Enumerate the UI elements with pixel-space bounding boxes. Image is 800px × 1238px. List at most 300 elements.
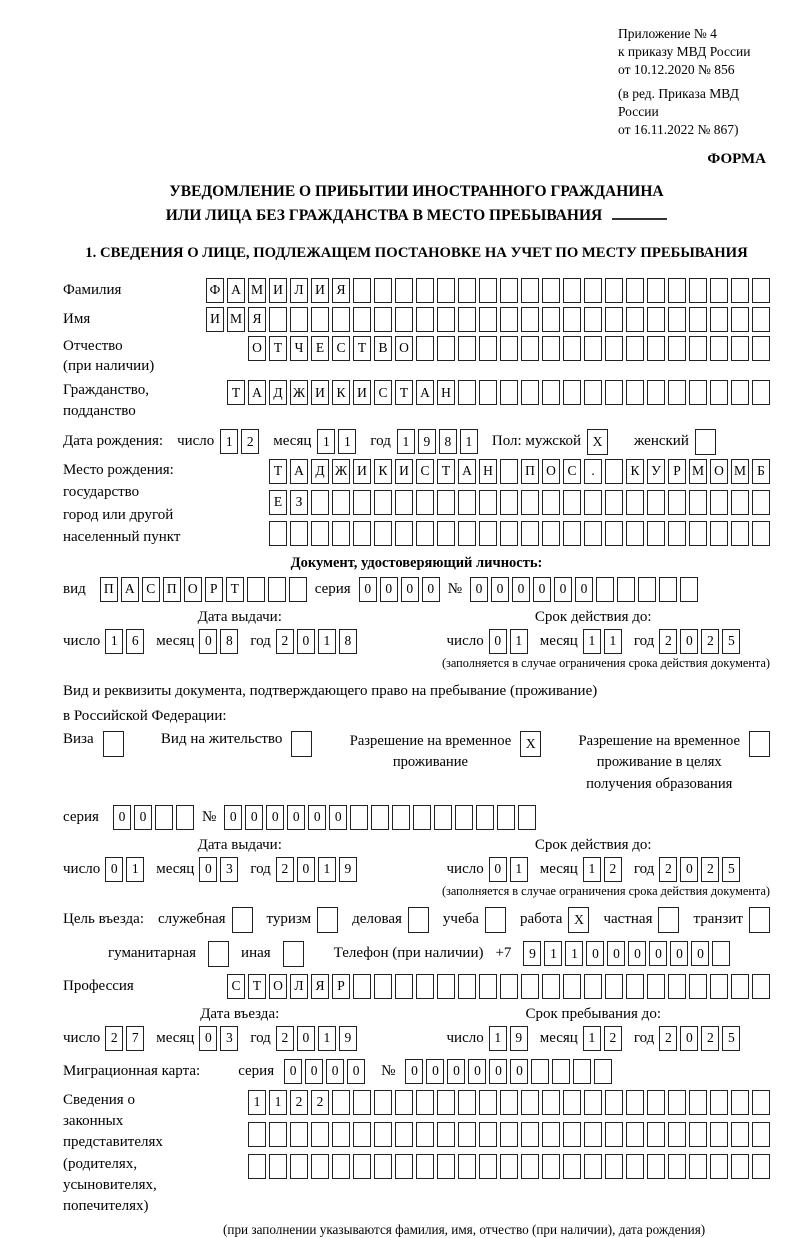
representatives-char-box[interactable] bbox=[752, 1154, 770, 1179]
resdoc-number-box[interactable] bbox=[497, 805, 515, 830]
resdoc-number-box[interactable]: 0 bbox=[224, 805, 242, 830]
citizenship-char-box[interactable]: Т bbox=[395, 380, 413, 405]
iddoc-issue-year-box[interactable]: 1 bbox=[318, 629, 336, 654]
surname-char-box[interactable] bbox=[731, 278, 749, 303]
representatives-char-box[interactable] bbox=[416, 1122, 434, 1147]
iddoc-issue-day-box[interactable]: 6 bbox=[126, 629, 144, 654]
representatives-char-box[interactable] bbox=[353, 1154, 371, 1179]
birthdate-day-box[interactable]: 2 bbox=[241, 429, 259, 454]
iddoc-validity-year-box[interactable]: 2 bbox=[701, 629, 719, 654]
birthplace-char-box[interactable] bbox=[605, 490, 623, 515]
name-char-box[interactable] bbox=[332, 307, 350, 332]
resdoc-validity-year-box[interactable]: 5 bbox=[722, 857, 740, 882]
name-char-box[interactable] bbox=[605, 307, 623, 332]
birthplace-char-box[interactable] bbox=[584, 490, 602, 515]
patronymic-char-box[interactable]: Ч bbox=[290, 336, 308, 361]
stay-year-box[interactable]: 0 bbox=[680, 1026, 698, 1051]
iddoc-kind-char-box[interactable]: А bbox=[121, 577, 139, 602]
iddoc-kind-char-box[interactable] bbox=[268, 577, 286, 602]
representatives-char-box[interactable] bbox=[437, 1154, 455, 1179]
resdoc-issue-day-box[interactable]: 0 bbox=[105, 857, 123, 882]
name-char-box[interactable] bbox=[437, 307, 455, 332]
representatives-char-box[interactable] bbox=[416, 1154, 434, 1179]
resdoc-series-box[interactable]: 0 bbox=[134, 805, 152, 830]
phone-digit-box[interactable]: 1 bbox=[544, 941, 562, 966]
migration-card-number-box[interactable]: 0 bbox=[426, 1059, 444, 1084]
entry-year-box[interactable]: 0 bbox=[297, 1026, 315, 1051]
migration-card-series-box[interactable]: 0 bbox=[326, 1059, 344, 1084]
surname-char-box[interactable] bbox=[647, 278, 665, 303]
migration-card-number-box[interactable]: 0 bbox=[468, 1059, 486, 1084]
citizenship-char-box[interactable] bbox=[563, 380, 581, 405]
resdoc-validity-month-box[interactable]: 1 bbox=[583, 857, 601, 882]
iddoc-validity-month-box[interactable]: 1 bbox=[604, 629, 622, 654]
iddoc-kind-char-box[interactable]: С bbox=[142, 577, 160, 602]
profession-char-box[interactable] bbox=[374, 974, 392, 999]
surname-char-box[interactable] bbox=[479, 278, 497, 303]
citizenship-char-box[interactable] bbox=[668, 380, 686, 405]
resdoc-validity-day-box[interactable]: 1 bbox=[510, 857, 528, 882]
patronymic-char-box[interactable] bbox=[563, 336, 581, 361]
citizenship-char-box[interactable] bbox=[689, 380, 707, 405]
resdoc-number-box[interactable]: 0 bbox=[308, 805, 326, 830]
birthplace-char-box[interactable]: М bbox=[689, 459, 707, 484]
iddoc-issue-month-box[interactable]: 8 bbox=[220, 629, 238, 654]
birthplace-char-box[interactable]: У bbox=[647, 459, 665, 484]
birthplace-char-box[interactable] bbox=[437, 490, 455, 515]
profession-char-box[interactable] bbox=[479, 974, 497, 999]
visa-checkbox[interactable] bbox=[103, 731, 124, 757]
citizenship-char-box[interactable]: И bbox=[353, 380, 371, 405]
representatives-char-box[interactable] bbox=[332, 1122, 350, 1147]
representatives-char-box[interactable] bbox=[500, 1090, 518, 1115]
birthplace-char-box[interactable]: Е bbox=[269, 490, 287, 515]
citizenship-char-box[interactable] bbox=[626, 380, 644, 405]
iddoc-kind-char-box[interactable]: Р bbox=[205, 577, 223, 602]
birthplace-char-box[interactable] bbox=[353, 521, 371, 546]
patronymic-char-box[interactable] bbox=[542, 336, 560, 361]
representatives-char-box[interactable] bbox=[416, 1090, 434, 1115]
birthplace-char-box[interactable] bbox=[710, 490, 728, 515]
citizenship-char-box[interactable] bbox=[479, 380, 497, 405]
name-char-box[interactable] bbox=[269, 307, 287, 332]
resdoc-issue-month-box[interactable]: 3 bbox=[220, 857, 238, 882]
patronymic-char-box[interactable] bbox=[752, 336, 770, 361]
representatives-char-box[interactable] bbox=[731, 1090, 749, 1115]
name-char-box[interactable] bbox=[689, 307, 707, 332]
name-char-box[interactable]: Я bbox=[248, 307, 266, 332]
representatives-char-box[interactable] bbox=[479, 1154, 497, 1179]
citizenship-char-box[interactable] bbox=[710, 380, 728, 405]
representatives-char-box[interactable] bbox=[689, 1090, 707, 1115]
iddoc-issue-month-box[interactable]: 0 bbox=[199, 629, 217, 654]
entry-month-box[interactable]: 3 bbox=[220, 1026, 238, 1051]
representatives-char-box[interactable] bbox=[269, 1122, 287, 1147]
citizenship-char-box[interactable] bbox=[647, 380, 665, 405]
iddoc-validity-day-box[interactable]: 0 bbox=[489, 629, 507, 654]
representatives-char-box[interactable] bbox=[437, 1090, 455, 1115]
surname-char-box[interactable] bbox=[521, 278, 539, 303]
birthplace-char-box[interactable]: Н bbox=[479, 459, 497, 484]
citizenship-char-box[interactable] bbox=[605, 380, 623, 405]
representatives-char-box[interactable] bbox=[752, 1122, 770, 1147]
birthdate-year-box[interactable]: 1 bbox=[460, 429, 478, 454]
stay-year-box[interactable]: 2 bbox=[659, 1026, 677, 1051]
birthplace-char-box[interactable] bbox=[668, 490, 686, 515]
representatives-char-box[interactable] bbox=[311, 1154, 329, 1179]
sex-female-checkbox[interactable] bbox=[695, 429, 716, 455]
iddoc-issue-year-box[interactable]: 2 bbox=[276, 629, 294, 654]
patronymic-char-box[interactable] bbox=[689, 336, 707, 361]
citizenship-char-box[interactable]: А bbox=[416, 380, 434, 405]
birthplace-char-box[interactable] bbox=[731, 521, 749, 546]
surname-char-box[interactable] bbox=[626, 278, 644, 303]
resdoc-validity-year-box[interactable]: 0 bbox=[680, 857, 698, 882]
migration-card-number-box[interactable]: 0 bbox=[510, 1059, 528, 1084]
phone-digit-box[interactable]: 9 bbox=[523, 941, 541, 966]
patronymic-char-box[interactable] bbox=[584, 336, 602, 361]
citizenship-char-box[interactable] bbox=[542, 380, 560, 405]
profession-char-box[interactable] bbox=[542, 974, 560, 999]
surname-char-box[interactable]: Л bbox=[290, 278, 308, 303]
birthplace-char-box[interactable]: А bbox=[290, 459, 308, 484]
citizenship-char-box[interactable] bbox=[584, 380, 602, 405]
phone-digit-box[interactable]: 0 bbox=[691, 941, 709, 966]
stay-year-box[interactable]: 5 bbox=[722, 1026, 740, 1051]
iddoc-validity-month-box[interactable]: 1 bbox=[583, 629, 601, 654]
patronymic-char-box[interactable]: В bbox=[374, 336, 392, 361]
resdoc-issue-day-box[interactable]: 1 bbox=[126, 857, 144, 882]
representatives-char-box[interactable] bbox=[584, 1154, 602, 1179]
representatives-char-box[interactable] bbox=[563, 1122, 581, 1147]
iddoc-number-box[interactable] bbox=[638, 577, 656, 602]
birthplace-char-box[interactable] bbox=[752, 521, 770, 546]
name-char-box[interactable] bbox=[563, 307, 581, 332]
representatives-char-box[interactable] bbox=[626, 1090, 644, 1115]
resdoc-number-box[interactable]: 0 bbox=[329, 805, 347, 830]
patronymic-char-box[interactable] bbox=[437, 336, 455, 361]
representatives-char-box[interactable] bbox=[458, 1090, 476, 1115]
iddoc-number-box[interactable] bbox=[659, 577, 677, 602]
representatives-char-box[interactable] bbox=[248, 1122, 266, 1147]
birthplace-char-box[interactable] bbox=[542, 521, 560, 546]
profession-char-box[interactable]: Л bbox=[290, 974, 308, 999]
representatives-char-box[interactable] bbox=[374, 1090, 392, 1115]
migration-card-number-box[interactable] bbox=[594, 1059, 612, 1084]
iddoc-number-box[interactable]: 0 bbox=[491, 577, 509, 602]
patronymic-char-box[interactable] bbox=[668, 336, 686, 361]
resdoc-number-box[interactable] bbox=[434, 805, 452, 830]
representatives-char-box[interactable] bbox=[668, 1122, 686, 1147]
migration-card-number-box[interactable]: 0 bbox=[447, 1059, 465, 1084]
representatives-char-box[interactable] bbox=[290, 1154, 308, 1179]
citizenship-char-box[interactable]: И bbox=[311, 380, 329, 405]
representatives-char-box[interactable] bbox=[647, 1122, 665, 1147]
representatives-char-box[interactable] bbox=[605, 1122, 623, 1147]
surname-char-box[interactable] bbox=[458, 278, 476, 303]
representatives-char-box[interactable]: 2 bbox=[290, 1090, 308, 1115]
name-char-box[interactable] bbox=[626, 307, 644, 332]
patronymic-char-box[interactable]: О bbox=[395, 336, 413, 361]
profession-char-box[interactable] bbox=[752, 974, 770, 999]
birthplace-char-box[interactable]: С bbox=[416, 459, 434, 484]
surname-char-box[interactable]: Я bbox=[332, 278, 350, 303]
representatives-char-box[interactable]: 1 bbox=[269, 1090, 287, 1115]
profession-char-box[interactable] bbox=[647, 974, 665, 999]
birthplace-char-box[interactable]: Т bbox=[437, 459, 455, 484]
birthplace-char-box[interactable] bbox=[395, 521, 413, 546]
phone-digit-box[interactable] bbox=[712, 941, 730, 966]
birthplace-char-box[interactable] bbox=[605, 459, 623, 484]
birthplace-char-box[interactable] bbox=[479, 490, 497, 515]
representatives-char-box[interactable] bbox=[248, 1154, 266, 1179]
citizenship-char-box[interactable] bbox=[458, 380, 476, 405]
birthplace-char-box[interactable]: И bbox=[395, 459, 413, 484]
name-char-box[interactable] bbox=[479, 307, 497, 332]
representatives-char-box[interactable] bbox=[668, 1090, 686, 1115]
sex-male-checkbox[interactable]: X bbox=[587, 429, 608, 455]
surname-char-box[interactable] bbox=[752, 278, 770, 303]
resdoc-number-box[interactable]: 0 bbox=[245, 805, 263, 830]
patronymic-char-box[interactable] bbox=[500, 336, 518, 361]
name-char-box[interactable] bbox=[542, 307, 560, 332]
entry-year-box[interactable]: 2 bbox=[276, 1026, 294, 1051]
representatives-char-box[interactable] bbox=[353, 1090, 371, 1115]
representatives-char-box[interactable] bbox=[626, 1122, 644, 1147]
citizenship-char-box[interactable]: Т bbox=[227, 380, 245, 405]
patronymic-char-box[interactable]: О bbox=[248, 336, 266, 361]
phone-digit-box[interactable]: 0 bbox=[586, 941, 604, 966]
title-blank-underline[interactable] bbox=[612, 206, 667, 220]
representatives-char-box[interactable] bbox=[500, 1154, 518, 1179]
birthdate-year-box[interactable]: 1 bbox=[397, 429, 415, 454]
purpose-work-checkbox[interactable]: X bbox=[568, 907, 589, 933]
birthplace-char-box[interactable] bbox=[332, 521, 350, 546]
profession-char-box[interactable]: Я bbox=[311, 974, 329, 999]
birthplace-char-box[interactable] bbox=[500, 521, 518, 546]
entry-year-box[interactable]: 9 bbox=[339, 1026, 357, 1051]
representatives-char-box[interactable] bbox=[710, 1122, 728, 1147]
representatives-char-box[interactable] bbox=[605, 1154, 623, 1179]
iddoc-number-box[interactable]: 0 bbox=[470, 577, 488, 602]
representatives-char-box[interactable] bbox=[269, 1154, 287, 1179]
birthdate-month-box[interactable]: 1 bbox=[317, 429, 335, 454]
patronymic-char-box[interactable]: Т bbox=[353, 336, 371, 361]
entry-day-box[interactable]: 7 bbox=[126, 1026, 144, 1051]
representatives-char-box[interactable] bbox=[647, 1090, 665, 1115]
birthplace-char-box[interactable]: . bbox=[584, 459, 602, 484]
birthplace-char-box[interactable] bbox=[353, 490, 371, 515]
birthplace-char-box[interactable]: Ж bbox=[332, 459, 350, 484]
representatives-char-box[interactable] bbox=[290, 1122, 308, 1147]
birthplace-char-box[interactable]: М bbox=[731, 459, 749, 484]
purpose-business-checkbox[interactable] bbox=[408, 907, 429, 933]
representatives-char-box[interactable] bbox=[395, 1154, 413, 1179]
representatives-char-box[interactable] bbox=[542, 1154, 560, 1179]
citizenship-char-box[interactable]: С bbox=[374, 380, 392, 405]
profession-char-box[interactable] bbox=[668, 974, 686, 999]
representatives-char-box[interactable] bbox=[521, 1122, 539, 1147]
profession-char-box[interactable] bbox=[584, 974, 602, 999]
temp-permit-checkbox[interactable]: X bbox=[520, 731, 541, 757]
surname-char-box[interactable] bbox=[374, 278, 392, 303]
resdoc-issue-year-box[interactable]: 2 bbox=[276, 857, 294, 882]
birthplace-char-box[interactable] bbox=[731, 490, 749, 515]
stay-month-box[interactable]: 2 bbox=[604, 1026, 622, 1051]
profession-char-box[interactable]: Т bbox=[248, 974, 266, 999]
birthdate-month-box[interactable]: 1 bbox=[338, 429, 356, 454]
resdoc-validity-month-box[interactable]: 2 bbox=[604, 857, 622, 882]
birthplace-char-box[interactable] bbox=[584, 521, 602, 546]
surname-char-box[interactable] bbox=[605, 278, 623, 303]
representatives-char-box[interactable] bbox=[752, 1090, 770, 1115]
birthplace-char-box[interactable] bbox=[374, 490, 392, 515]
birthplace-char-box[interactable]: А bbox=[458, 459, 476, 484]
phone-digit-box[interactable]: 1 bbox=[565, 941, 583, 966]
representatives-char-box[interactable] bbox=[500, 1122, 518, 1147]
patronymic-char-box[interactable]: С bbox=[332, 336, 350, 361]
iddoc-series-box[interactable]: 0 bbox=[401, 577, 419, 602]
profession-char-box[interactable] bbox=[605, 974, 623, 999]
birthplace-char-box[interactable]: К bbox=[626, 459, 644, 484]
birthplace-char-box[interactable]: З bbox=[290, 490, 308, 515]
iddoc-kind-char-box[interactable]: Т bbox=[226, 577, 244, 602]
resdoc-number-box[interactable]: 0 bbox=[266, 805, 284, 830]
purpose-study-checkbox[interactable] bbox=[485, 907, 506, 933]
birthplace-char-box[interactable] bbox=[710, 521, 728, 546]
birthplace-char-box[interactable] bbox=[563, 490, 581, 515]
birthplace-char-box[interactable] bbox=[500, 459, 518, 484]
citizenship-char-box[interactable] bbox=[500, 380, 518, 405]
citizenship-char-box[interactable]: К bbox=[332, 380, 350, 405]
iddoc-number-box[interactable] bbox=[596, 577, 614, 602]
representatives-char-box[interactable] bbox=[647, 1154, 665, 1179]
representatives-char-box[interactable] bbox=[458, 1154, 476, 1179]
resdoc-number-box[interactable] bbox=[350, 805, 368, 830]
birthplace-char-box[interactable]: Р bbox=[668, 459, 686, 484]
name-char-box[interactable]: М bbox=[227, 307, 245, 332]
phone-digit-box[interactable]: 0 bbox=[649, 941, 667, 966]
name-char-box[interactable] bbox=[416, 307, 434, 332]
representatives-char-box[interactable] bbox=[479, 1122, 497, 1147]
citizenship-char-box[interactable]: Ж bbox=[290, 380, 308, 405]
representatives-char-box[interactable] bbox=[479, 1090, 497, 1115]
patronymic-char-box[interactable] bbox=[626, 336, 644, 361]
resdoc-number-box[interactable] bbox=[392, 805, 410, 830]
migration-card-number-box[interactable] bbox=[531, 1059, 549, 1084]
birthplace-char-box[interactable] bbox=[521, 521, 539, 546]
birthplace-char-box[interactable]: С bbox=[563, 459, 581, 484]
birthdate-day-box[interactable]: 1 bbox=[220, 429, 238, 454]
resdoc-issue-year-box[interactable]: 9 bbox=[339, 857, 357, 882]
representatives-char-box[interactable] bbox=[689, 1154, 707, 1179]
representatives-char-box[interactable] bbox=[437, 1122, 455, 1147]
representatives-char-box[interactable] bbox=[605, 1090, 623, 1115]
representatives-char-box[interactable] bbox=[731, 1122, 749, 1147]
name-char-box[interactable] bbox=[710, 307, 728, 332]
representatives-char-box[interactable] bbox=[374, 1122, 392, 1147]
birthdate-year-box[interactable]: 8 bbox=[439, 429, 457, 454]
resdoc-issue-month-box[interactable]: 0 bbox=[199, 857, 217, 882]
birthplace-char-box[interactable]: Д bbox=[311, 459, 329, 484]
migration-card-series-box[interactable]: 0 bbox=[347, 1059, 365, 1084]
representatives-char-box[interactable] bbox=[395, 1122, 413, 1147]
birthplace-char-box[interactable]: О bbox=[542, 459, 560, 484]
patronymic-char-box[interactable] bbox=[710, 336, 728, 361]
birthplace-char-box[interactable] bbox=[437, 521, 455, 546]
birthplace-char-box[interactable] bbox=[290, 521, 308, 546]
birthplace-char-box[interactable] bbox=[500, 490, 518, 515]
iddoc-issue-year-box[interactable]: 8 bbox=[339, 629, 357, 654]
profession-char-box[interactable] bbox=[353, 974, 371, 999]
representatives-char-box[interactable] bbox=[689, 1122, 707, 1147]
birthplace-char-box[interactable] bbox=[311, 490, 329, 515]
iddoc-number-box[interactable]: 0 bbox=[512, 577, 530, 602]
name-char-box[interactable] bbox=[374, 307, 392, 332]
migration-card-number-box[interactable]: 0 bbox=[405, 1059, 423, 1084]
citizenship-char-box[interactable] bbox=[521, 380, 539, 405]
iddoc-number-box[interactable]: 0 bbox=[533, 577, 551, 602]
profession-char-box[interactable] bbox=[626, 974, 644, 999]
birthplace-char-box[interactable] bbox=[563, 521, 581, 546]
name-char-box[interactable] bbox=[647, 307, 665, 332]
profession-char-box[interactable] bbox=[563, 974, 581, 999]
iddoc-kind-char-box[interactable] bbox=[289, 577, 307, 602]
resdoc-number-box[interactable] bbox=[371, 805, 389, 830]
resdoc-validity-day-box[interactable]: 0 bbox=[489, 857, 507, 882]
patronymic-char-box[interactable] bbox=[731, 336, 749, 361]
iddoc-kind-char-box[interactable]: П bbox=[163, 577, 181, 602]
resdoc-number-box[interactable]: 0 bbox=[287, 805, 305, 830]
name-char-box[interactable] bbox=[752, 307, 770, 332]
surname-char-box[interactable]: М bbox=[248, 278, 266, 303]
birthplace-char-box[interactable] bbox=[269, 521, 287, 546]
representatives-char-box[interactable] bbox=[710, 1154, 728, 1179]
representatives-char-box[interactable] bbox=[542, 1090, 560, 1115]
surname-char-box[interactable] bbox=[689, 278, 707, 303]
resdoc-issue-year-box[interactable]: 1 bbox=[318, 857, 336, 882]
stay-month-box[interactable]: 1 bbox=[583, 1026, 601, 1051]
patronymic-char-box[interactable] bbox=[416, 336, 434, 361]
purpose-humanitarian-checkbox[interactable] bbox=[208, 941, 229, 967]
name-char-box[interactable] bbox=[668, 307, 686, 332]
representatives-char-box[interactable] bbox=[332, 1090, 350, 1115]
representatives-char-box[interactable] bbox=[584, 1122, 602, 1147]
birthplace-char-box[interactable] bbox=[626, 521, 644, 546]
entry-month-box[interactable]: 0 bbox=[199, 1026, 217, 1051]
surname-char-box[interactable]: И bbox=[269, 278, 287, 303]
migration-card-number-box[interactable]: 0 bbox=[489, 1059, 507, 1084]
surname-char-box[interactable] bbox=[500, 278, 518, 303]
patronymic-char-box[interactable] bbox=[458, 336, 476, 361]
birthplace-char-box[interactable] bbox=[479, 521, 497, 546]
profession-char-box[interactable] bbox=[500, 974, 518, 999]
name-char-box[interactable] bbox=[458, 307, 476, 332]
profession-char-box[interactable] bbox=[731, 974, 749, 999]
representatives-char-box[interactable] bbox=[731, 1154, 749, 1179]
profession-char-box[interactable] bbox=[689, 974, 707, 999]
iddoc-validity-year-box[interactable]: 2 bbox=[659, 629, 677, 654]
iddoc-kind-char-box[interactable] bbox=[247, 577, 265, 602]
surname-char-box[interactable] bbox=[563, 278, 581, 303]
name-char-box[interactable] bbox=[395, 307, 413, 332]
iddoc-validity-year-box[interactable]: 0 bbox=[680, 629, 698, 654]
resdoc-validity-year-box[interactable]: 2 bbox=[659, 857, 677, 882]
representatives-char-box[interactable] bbox=[563, 1090, 581, 1115]
birthplace-char-box[interactable]: Б bbox=[752, 459, 770, 484]
patronymic-char-box[interactable] bbox=[479, 336, 497, 361]
stay-day-box[interactable]: 9 bbox=[510, 1026, 528, 1051]
